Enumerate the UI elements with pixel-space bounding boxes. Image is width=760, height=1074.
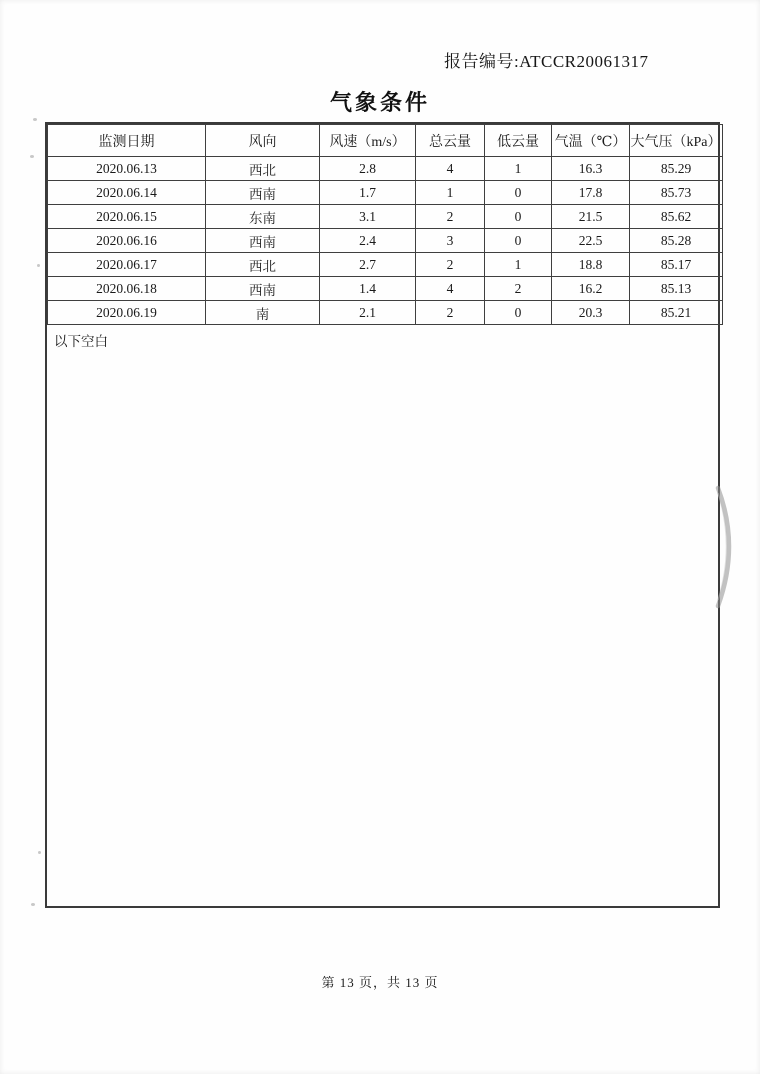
table-cell: 1 (485, 157, 552, 181)
scan-speck (30, 155, 34, 158)
table-cell: 西北 (206, 253, 320, 277)
table-cell: 17.8 (552, 181, 630, 205)
scan-speck (31, 903, 35, 906)
page-title: 气象条件 (329, 90, 430, 115)
table-cell: 南 (206, 301, 320, 325)
table-cell: 西南 (206, 229, 320, 253)
table-cell: 2.8 (320, 157, 416, 181)
table-cell: 21.5 (552, 205, 630, 229)
scan-speck (37, 264, 40, 267)
table-cell: 西南 (206, 181, 320, 205)
table-cell: 2020.06.13 (48, 157, 206, 181)
table-cell: 2 (416, 301, 485, 325)
table-cell: 22.5 (552, 229, 630, 253)
report-number: 报告编号:ATCCR20061317 (444, 52, 649, 71)
scan-speck (33, 118, 37, 121)
table-cell: 1.7 (320, 181, 416, 205)
table-row (48, 253, 723, 277)
table-cell: 85.13 (630, 277, 723, 301)
table-cell: 2 (485, 277, 552, 301)
table-cell: 1 (416, 181, 485, 205)
table-row (48, 205, 723, 229)
table-row (48, 229, 723, 253)
header-total-cloud: 总云量 (416, 125, 485, 157)
content-frame (45, 122, 720, 908)
table-cell: 1 (485, 253, 552, 277)
table-cell: 西南 (206, 277, 320, 301)
table-cell: 2.4 (320, 229, 416, 253)
header-wind-speed: 风速（m/s） (320, 125, 416, 157)
header-monitor-date: 监测日期 (48, 125, 206, 157)
table-cell: 85.21 (630, 301, 723, 325)
table-cell: 4 (416, 157, 485, 181)
blank-below-note: 以下空白 (54, 334, 108, 349)
table-cell: 2 (416, 253, 485, 277)
table-cell: 2020.06.18 (48, 277, 206, 301)
table-row (48, 301, 723, 325)
table-cell: 4 (416, 277, 485, 301)
table-cell: 2020.06.16 (48, 229, 206, 253)
table-cell: 2 (416, 205, 485, 229)
table-cell: 85.17 (630, 253, 723, 277)
page-number-footer: 第 13 页，共 13 页 (321, 975, 439, 990)
weather-conditions-table (47, 124, 723, 325)
table-cell: 2020.06.15 (48, 205, 206, 229)
table-cell: 0 (485, 181, 552, 205)
table-cell: 西北 (206, 157, 320, 181)
table-cell: 16.3 (552, 157, 630, 181)
table-cell: 3 (416, 229, 485, 253)
table-row (48, 157, 723, 181)
table-cell: 0 (485, 205, 552, 229)
table-cell: 16.2 (552, 277, 630, 301)
table-cell: 2.7 (320, 253, 416, 277)
weather-table-body (48, 157, 723, 325)
header-wind-direction: 风向 (206, 125, 320, 157)
header-low-cloud: 低云量 (485, 125, 552, 157)
table-cell: 2020.06.19 (48, 301, 206, 325)
table-cell: 85.73 (630, 181, 723, 205)
table-cell: 2020.06.14 (48, 181, 206, 205)
header-air-temp: 气温（℃） (552, 125, 630, 157)
table-row (48, 277, 723, 301)
table-header-row (48, 125, 723, 157)
table-cell: 0 (485, 229, 552, 253)
table-cell: 2020.06.17 (48, 253, 206, 277)
table-cell: 3.1 (320, 205, 416, 229)
table-cell: 东南 (206, 205, 320, 229)
table-cell: 85.28 (630, 229, 723, 253)
table-row (48, 181, 723, 205)
header-air-pressure: 大气压（kPa） (630, 125, 723, 157)
table-cell: 20.3 (552, 301, 630, 325)
table-cell: 1.4 (320, 277, 416, 301)
scan-speck (38, 851, 41, 854)
table-cell: 18.8 (552, 253, 630, 277)
table-cell: 85.62 (630, 205, 723, 229)
table-cell: 0 (485, 301, 552, 325)
table-cell: 85.29 (630, 157, 723, 181)
table-cell: 2.1 (320, 301, 416, 325)
